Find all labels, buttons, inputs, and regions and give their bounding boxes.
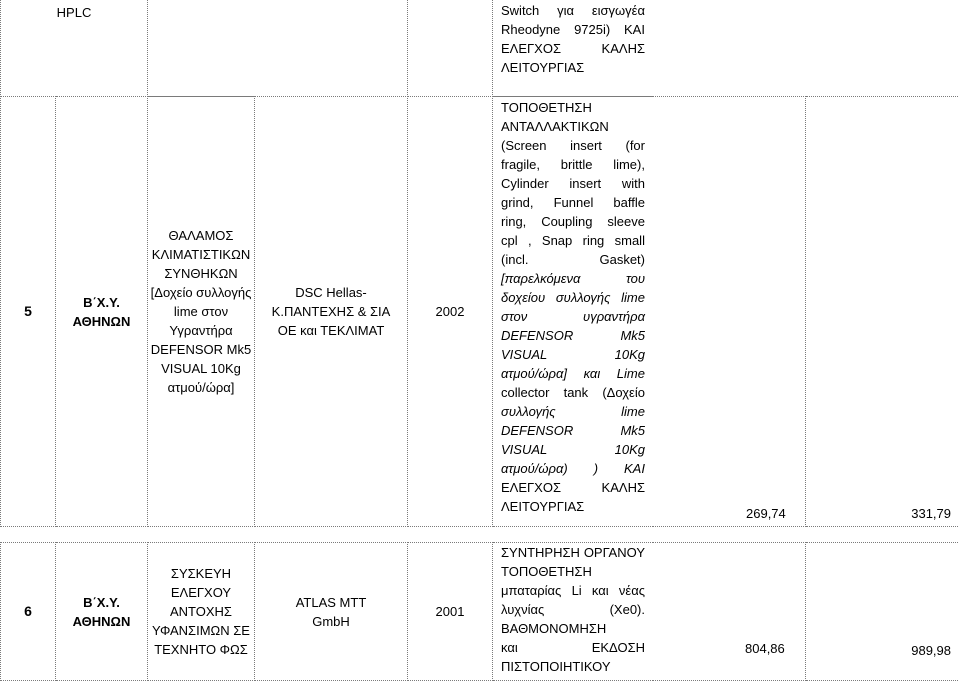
row6-vendor-line: ATLAS MTT	[295, 594, 367, 610]
row6-equipment-line: ΥΦΑΝΣΙΜΩΝ ΣΕ	[152, 623, 250, 638]
row5-desc-line: ατμού/ώρα) ) ΚΑΙ	[501, 461, 645, 476]
row5-vendor-line: Κ.ΠΑΝΤΕΧΗΣ & ΣΙΑ	[271, 304, 391, 319]
row6-vendor-line: GmbH	[312, 613, 350, 629]
row6-equipment-line: ΕΛΕΓΧΟΥ	[170, 585, 232, 600]
row5-vendor-line: ΟΕ και ΤΕΚΛΙΜΑΤ	[277, 323, 385, 338]
row5-amount-cell	[806, 97, 959, 527]
row5-desc-line: (incl. Gasket)	[501, 252, 645, 267]
row-top-desc-line: ΕΛΕΓΧΟΣ ΚΑΛΗΣ	[501, 41, 645, 56]
row6-amount-net-label: 804,86	[745, 641, 785, 656]
row6-number: 6	[1, 543, 56, 681]
row5-desc-line: συλλογής lime	[501, 404, 645, 419]
row6-equipment-line: ΣΥΣΚΕΥΗ	[170, 566, 232, 581]
row5-desc-line: cpl , Snap ring small	[501, 233, 645, 248]
row6-amount-gross: 989,98	[911, 643, 951, 658]
row5-equipment-line: Υγραντήρα	[169, 323, 233, 338]
row6-amount-cell	[806, 543, 959, 681]
row-top-desc-line: ΛΕΙΤΟΥΡΓΙΑΣ	[501, 60, 585, 75]
row5-desc-line: ΛΕΙΤΟΥΡΓΙΑΣ	[501, 499, 585, 514]
row6-equipment-line: ΑΝΤΟΧΗΣ	[170, 604, 232, 619]
row6-location-cell	[56, 543, 148, 681]
row6-desc-line: ΣΥΝΤΗΡΗΣΗ ΟΡΓΑΝΟΥ	[501, 545, 645, 560]
row5-desc-line: VISUAL 10Kg	[501, 347, 645, 362]
table-row-6	[0, 542, 959, 681]
row6-equipment-cell	[148, 543, 255, 681]
row5-location-cell	[56, 97, 148, 527]
row5-location-line: ΑΘΗΝΩΝ	[72, 313, 131, 329]
row5-equipment-line: lime στον	[173, 304, 229, 319]
row6-equipment-line: ΤΕΧΝΗΤΟ ΦΩΣ	[154, 642, 248, 657]
row5-equipment-line: VISUAL 10Kg	[161, 361, 241, 376]
row5-desc-line: ατμού/ώρα] και Lime	[501, 366, 645, 381]
row5-desc-line: ΤΟΠΟΘΕΤΗΣΗ	[501, 100, 592, 115]
row5-amount-gross: 331,79	[911, 506, 951, 521]
row5-location-line: Β΄Χ.Υ.	[83, 294, 120, 310]
row5-year: 2002	[408, 97, 493, 527]
row6-desc-line: ΠΙΣΤΟΠΟΙΗΤΙΚΟΥ	[501, 659, 611, 674]
row5-vendor-line: DSC Hellas-	[295, 285, 367, 300]
row-top-desc-cell	[493, 0, 959, 97]
row-top-empty-cell-1	[148, 0, 408, 97]
row5-desc-line: grind, Funnel baffle	[501, 195, 645, 210]
table-row	[1, 543, 959, 681]
row5-desc-line: DEFENSOR Mk5	[501, 423, 645, 438]
row5-equipment-line: ΚΛΙΜΑΤΙΣΤΙΚΩΝ	[151, 247, 251, 262]
row-top-desc-line: Rheodyne 9725i) ΚΑΙ	[501, 22, 645, 37]
row5-equipment-line: ατμού/ώρα]	[167, 380, 235, 395]
row-top-type-cell	[1, 0, 148, 97]
row5-desc-line: fragile, brittle lime),	[501, 157, 645, 172]
row5-desc-line: DEFENSOR Mk5	[501, 328, 645, 343]
row5-desc-line: ΕΛΕΓΧΟΣ ΚΑΛΗΣ	[501, 480, 645, 495]
row6-vendor-cell	[255, 543, 408, 681]
row6-location-line: Β΄Χ.Υ.	[83, 594, 120, 610]
row6-desc-cell	[493, 543, 806, 681]
row5-desc-line: στον υγραντήρα	[501, 309, 645, 324]
row-top-desc-line: Switch για εισγωγέα	[501, 3, 645, 18]
row5-number: 5	[1, 97, 56, 527]
row5-equipment-line: ΣΥΝΘΗΚΩΝ	[164, 266, 238, 281]
row5-desc-line: Cylinder insert with	[501, 176, 645, 191]
row5-desc-line: (Screen insert (for	[501, 138, 645, 153]
row5-equipment-line: [Δοχείο συλλογής	[150, 285, 252, 300]
row5-amount-net-label: 269,74	[746, 506, 786, 521]
row5-desc-line: ΑΝΤΑΛΛΑΚΤΙΚΩΝ	[501, 119, 609, 134]
row5-equipment-line: ΘΑΛΑΜΟΣ	[168, 228, 234, 243]
table-row-5	[0, 96, 959, 527]
table-top-fragment	[0, 0, 959, 97]
row5-desc-line: [παρελκόμενα του	[501, 271, 645, 286]
row6-desc-line: λυχνίας (Xe0).	[501, 602, 645, 617]
row-top-type: HPLC	[56, 5, 92, 20]
row6-location-line: ΑΘΗΝΩΝ	[72, 613, 131, 629]
row6-desc-line: ΒΑΘΜΟΝΟΜΗΣΗ	[501, 621, 607, 636]
row6-desc-line: και ΕΚΔΟΣΗ	[501, 640, 645, 655]
row5-desc-line: VISUAL 10Kg	[501, 442, 645, 457]
row5-desc-line: δοχείου συλλογής lime	[501, 290, 645, 305]
row-top-empty-cell-2	[408, 0, 493, 97]
row5-desc-cell	[493, 97, 806, 527]
row5-equipment-cell	[148, 97, 255, 527]
row6-desc-line: ΤΟΠΟΘΕΤΗΣΗ	[501, 564, 592, 579]
row6-desc-line: μπαταρίας Li και νέας	[501, 583, 645, 598]
table-row	[1, 97, 959, 527]
row5-desc-line: collector tank (Δοχείο	[501, 385, 645, 400]
row6-year: 2001	[408, 543, 493, 681]
row5-desc-line: ring, Coupling sleeve	[501, 214, 645, 229]
row5-vendor-cell	[255, 97, 408, 527]
row5-equipment-line: DEFENSOR Mk5	[150, 342, 252, 357]
